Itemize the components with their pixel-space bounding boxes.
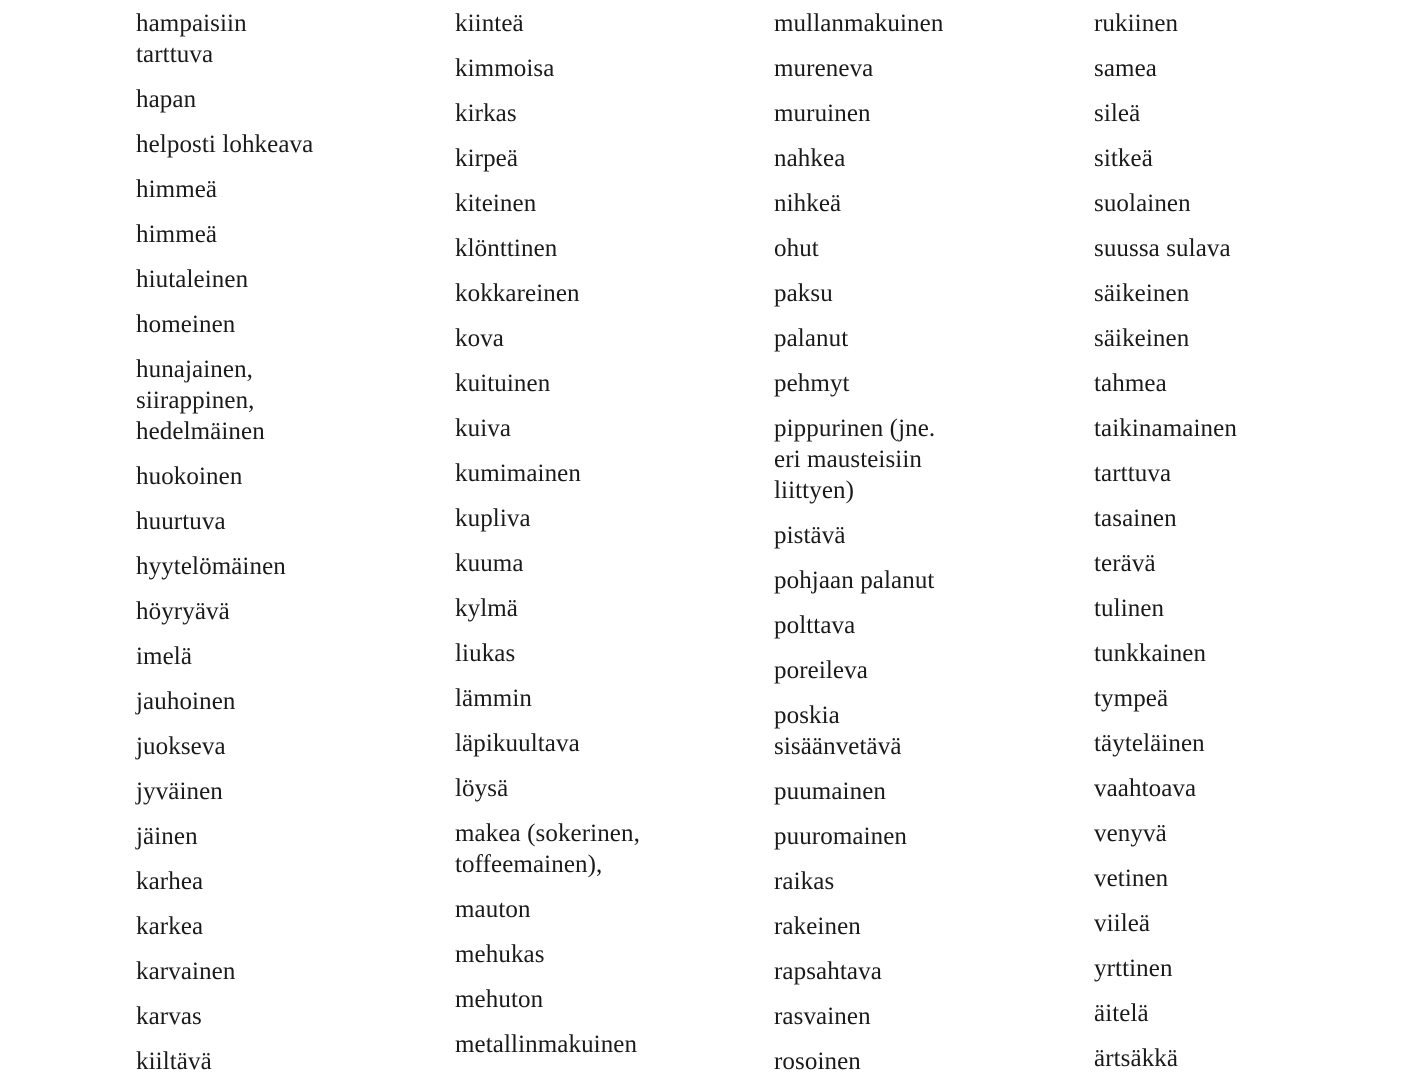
term-item: pistävä — [774, 522, 846, 549]
term-column-1 — [136, 8, 436, 1091]
term-item: täyteläinen — [1094, 730, 1205, 757]
term-item: ärtsäkkä — [1094, 1045, 1179, 1072]
term-item: tasainen — [1094, 505, 1177, 532]
term-item: karvas — [136, 1003, 202, 1030]
term-item: jyväinen — [136, 778, 223, 805]
term-item: karkea — [136, 913, 204, 940]
term-item: höyryävä — [136, 598, 230, 625]
term-item: puumainen — [774, 778, 886, 805]
term-item: vetinen — [1094, 865, 1169, 892]
term-item: himmeä — [136, 221, 218, 248]
term-item: mullanmakuinen — [774, 10, 944, 37]
term-item: kirpeä — [455, 145, 519, 172]
term-item: himmeä — [136, 176, 218, 203]
term-item: homeinen — [136, 311, 236, 338]
term-item: pohjaan palanut — [774, 567, 935, 594]
term-item: läpikuultava — [455, 730, 580, 757]
term-item: helposti lohkeava — [136, 131, 314, 158]
term-item: imelä — [136, 643, 193, 670]
term-item: yrttinen — [1094, 955, 1173, 982]
term-item: polttava — [774, 612, 856, 639]
term-item: sitkeä — [1094, 145, 1153, 172]
term-column-3 — [774, 8, 1074, 1091]
term-item: raikas — [774, 868, 835, 895]
term-item: rukiinen — [1094, 10, 1179, 37]
term-item: jäinen — [136, 823, 198, 850]
term-item: mehuton — [455, 986, 544, 1013]
term-item: terävä — [1094, 550, 1156, 577]
term-item: suussa sulava — [1094, 235, 1231, 262]
term-item: puuromainen — [774, 823, 908, 850]
term-item: palanut — [774, 325, 849, 352]
term-item: löysä — [455, 775, 509, 802]
term-item: mureneva — [774, 55, 874, 82]
term-item: hunajainen, siirappinen, hedelmäinen — [136, 356, 265, 445]
term-item: nahkea — [774, 145, 846, 172]
term-item: kokkareinen — [455, 280, 580, 307]
term-item: hiutaleinen — [136, 266, 249, 293]
term-item: kiinteä — [455, 10, 524, 37]
term-item: kimmoisa — [455, 55, 555, 82]
term-item: pippurinen (jne. eri mausteisiin liittyen) — [774, 415, 936, 504]
term-item: viileä — [1094, 910, 1151, 937]
term-item: ohut — [774, 235, 819, 262]
term-item: kiiltävä — [136, 1048, 212, 1075]
term-item: tympeä — [1094, 685, 1169, 712]
term-item: huurtuva — [136, 508, 226, 535]
term-item: mehukas — [455, 941, 545, 968]
term-item: kupliva — [455, 505, 531, 532]
term-item: rapsahtava — [774, 958, 882, 985]
term-item: tarttuva — [1094, 460, 1172, 487]
term-item: kylmä — [455, 595, 518, 622]
term-item: venyvä — [1094, 820, 1167, 847]
term-item: karhea — [136, 868, 204, 895]
term-item: säikeinen — [1094, 280, 1190, 307]
term-item: hapan — [136, 86, 197, 113]
term-item: liukas — [455, 640, 516, 667]
term-item: poreileva — [774, 657, 868, 684]
term-item: rakeinen — [774, 913, 861, 940]
term-item: pehmyt — [774, 370, 850, 397]
term-item: tahmea — [1094, 370, 1167, 397]
term-item: lämmin — [455, 685, 532, 712]
term-item: tulinen — [1094, 595, 1165, 622]
term-item: juokseva — [136, 733, 226, 760]
term-item: rasvainen — [774, 1003, 871, 1030]
term-item: kumimainen — [455, 460, 581, 487]
term-item: sileä — [1094, 100, 1141, 127]
term-item: rosoinen — [774, 1048, 861, 1075]
term-item: hyytelömäinen — [136, 553, 286, 580]
term-column-2 — [455, 8, 755, 1074]
term-item: muruinen — [774, 100, 871, 127]
term-item: äitelä — [1094, 1000, 1149, 1027]
term-item: kuituinen — [455, 370, 551, 397]
term-item: kova — [455, 325, 504, 352]
term-item: suolainen — [1094, 190, 1191, 217]
term-item: kuuma — [455, 550, 524, 577]
term-item: kirkas — [455, 100, 517, 127]
term-item: säikeinen — [1094, 325, 1190, 352]
term-item: jauhoinen — [136, 688, 236, 715]
term-item: metallinmakuinen — [455, 1031, 638, 1058]
term-item: nihkeä — [774, 190, 842, 217]
term-column-4 — [1094, 8, 1394, 1088]
term-item: kuiva — [455, 415, 512, 442]
term-item: mauton — [455, 896, 531, 923]
term-item: paksu — [774, 280, 833, 307]
term-item: samea — [1094, 55, 1157, 82]
term-item: klönttinen — [455, 235, 558, 262]
term-item: hampaisiin tarttuva — [136, 10, 247, 68]
term-item: poskia sisäänvetävä — [774, 702, 902, 760]
term-item: kiteinen — [455, 190, 537, 217]
term-item: vaahtoava — [1094, 775, 1197, 802]
term-item: karvainen — [136, 958, 236, 985]
term-item: taikinamainen — [1094, 415, 1237, 442]
term-item: huokoinen — [136, 463, 243, 490]
term-item: makea (sokerinen, toffeemainen), — [455, 820, 640, 878]
term-item: tunkkainen — [1094, 640, 1207, 667]
